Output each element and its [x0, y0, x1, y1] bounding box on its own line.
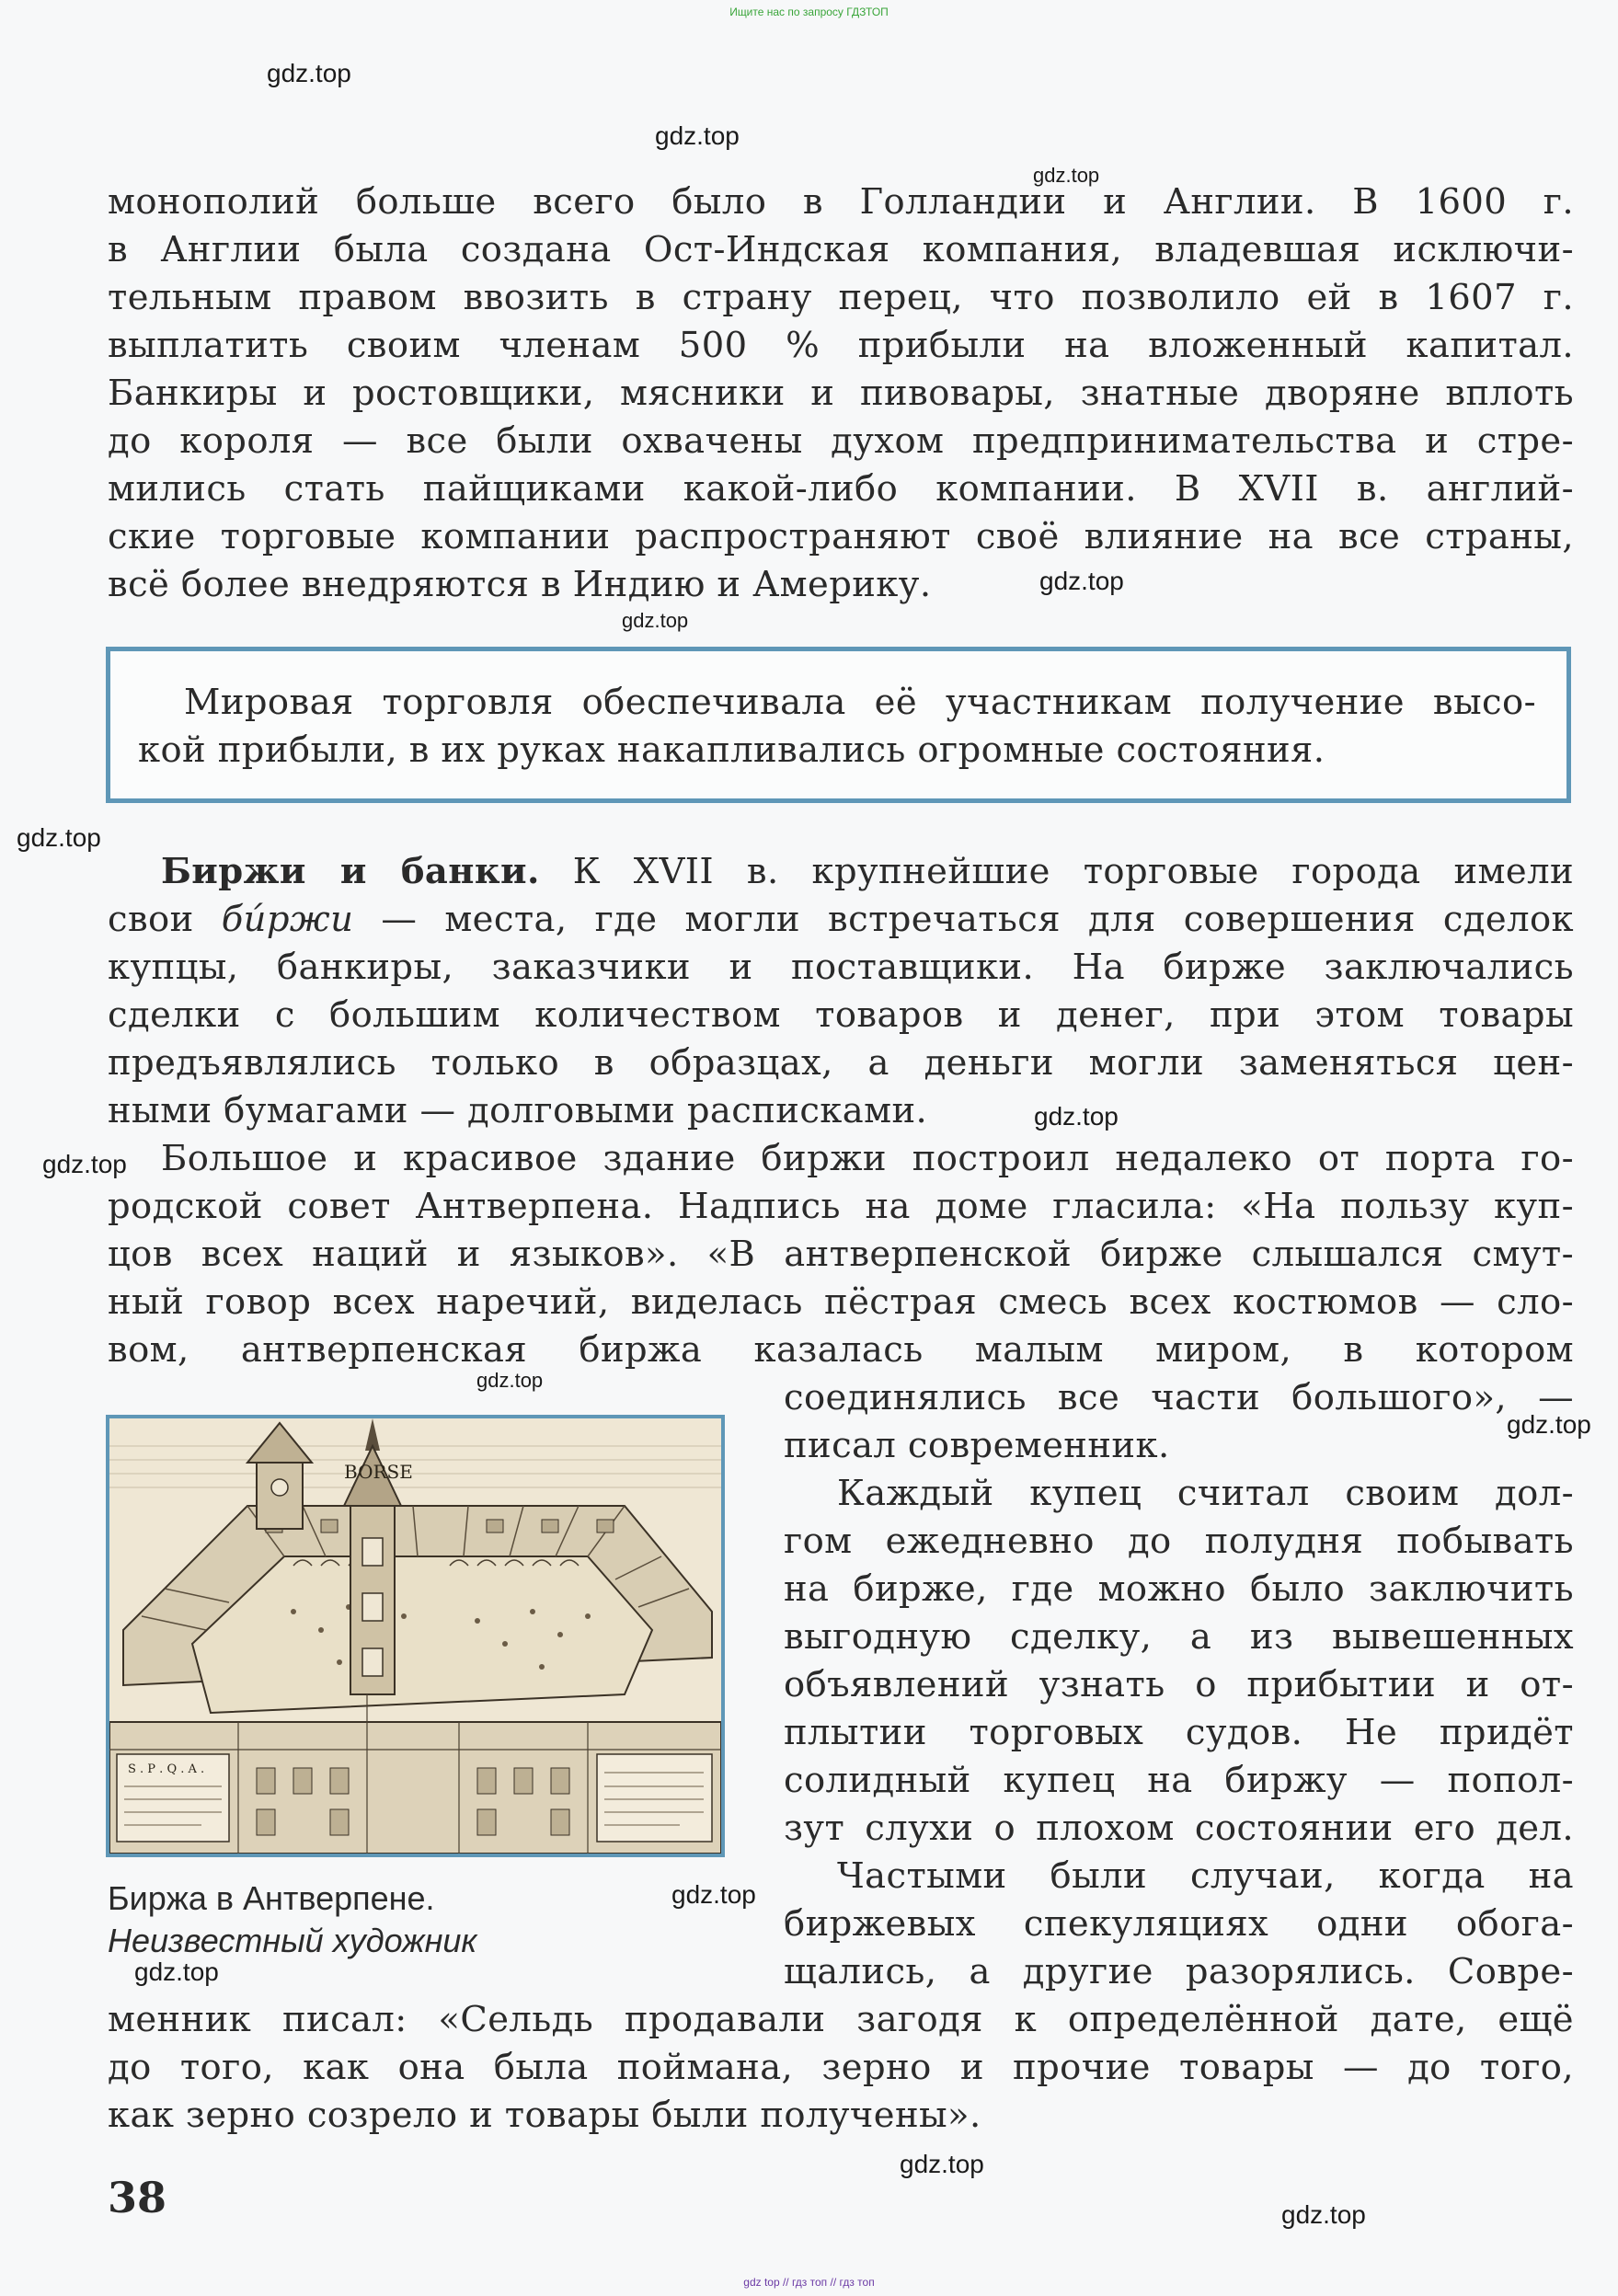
summary-line: кой прибыли, в их руках накапливались огромные состояния. [138, 729, 1325, 771]
text-line: ские торговые компании распространяют своё влияние на все страны, [108, 516, 1574, 557]
text-line: Частыми были случаи, когда на [837, 1855, 1574, 1897]
text-line: объявлений узнать о прибытии и от- [784, 1664, 1574, 1705]
summary-line: Мировая торговля обеспечивала её участникам получение высо- [184, 682, 1536, 723]
watermark: gdz.top [1507, 1410, 1591, 1439]
text-line: выплатить своим членам 500 % прибыли на вложенный капитал. [108, 325, 1574, 366]
section-heading: Биржи и банки. [161, 851, 540, 892]
text-line: ными бумагами — долговыми расписками. [108, 1090, 928, 1131]
text-line: сделки с большим количеством товаров и денег, при этом товары [108, 994, 1574, 1036]
watermark: gdz.top [671, 1880, 756, 1909]
text-line: в Англии была создана Ост-Индская компания, владевшая исключи- [108, 229, 1574, 270]
text-line: зут слухи о плохом состоянии его дел. [784, 1808, 1574, 1849]
text-line: до короля — все были охвачены духом предпринимательства и стре- [108, 420, 1574, 462]
watermark: gdz.top [1281, 2200, 1366, 2229]
illustration-caption-author: Неизвестный художник [108, 1922, 477, 1959]
watermark: gdz.top [17, 823, 101, 852]
header-note: Ищите нас по запросу ГДЗТОП [729, 6, 889, 18]
watermark: gdz.top [655, 121, 740, 150]
borse-sign: BORSE [344, 1461, 413, 1483]
text-line: ный говор всех наречий, виделась пёстрая смесь всех костюмов — сло- [108, 1281, 1574, 1323]
text-line: писал современник. [784, 1425, 1170, 1466]
text-line: вом, антверпенская биржа казалась малым миром, в котором [108, 1329, 1574, 1371]
watermark: gdz.top [1033, 164, 1100, 187]
illustration-caption-title: Биржа в Антверпене. [108, 1879, 435, 1917]
section-first-line [161, 848, 1574, 896]
term-birzhi: би́ржи [221, 899, 354, 940]
text-line: менник писал: «Сельдь продавали загодя к определённой дате, ещё [108, 1999, 1574, 2040]
text-line: на бирже, где можно было заключить [784, 1568, 1574, 1610]
text-line: Большое и красивое здание биржи построил недалеко от порта го- [161, 1138, 1574, 1179]
text-line: до того, как она была поймана, зерно и прочие товары — до того, [108, 2047, 1574, 2088]
watermark: gdz.top [1034, 1102, 1119, 1131]
watermark: gdz.top [134, 1957, 219, 1986]
text-line [108, 896, 1574, 944]
antwerp-exchange-illustration [106, 1415, 725, 1857]
text-line: Банкиры и ростовщики, мясники и пивовары, знатные дворяне вплоть [108, 373, 1574, 414]
watermark: gdz.top [267, 59, 351, 87]
text-line: монополий больше всего было в Голландии и Англии. В 1600 г. [108, 181, 1574, 223]
text-line: солидный купец на биржу — попол- [784, 1760, 1574, 1801]
summary-box [106, 647, 1571, 803]
text-line: родской совет Антверпена. Надпись на доме гласила: «На пользу куп- [108, 1186, 1574, 1227]
text-line: мились стать пайщиками какой-либо компании. В XVII в. англий- [108, 468, 1574, 510]
text-line: всё более внедряются в Индию и Америку. [108, 564, 932, 605]
watermark: gdz.top [476, 1369, 544, 1392]
plaque-left-text: S . P . Q . A . [128, 1762, 205, 1776]
page-number: 38 [108, 2173, 167, 2222]
text-line: соединялись все части большого», — [784, 1377, 1574, 1418]
text-line: гом ежедневно до полудня побывать [784, 1521, 1574, 1562]
exchange-engraving [109, 1418, 721, 1854]
watermark: gdz.top [622, 609, 689, 632]
text-line: биржевых спекуляциях одни обога- [784, 1903, 1574, 1945]
text-line: щались, а другие разорялись. Совре- [784, 1951, 1574, 1992]
text-line: тельным правом ввозить в страну перец, что позволило ей в 1607 г. [108, 277, 1574, 318]
text-line: купцы, банкиры, заказчики и поставщики. На бирже заключались [108, 947, 1574, 988]
text-span: К XVII в. крупнейшие торговые города имели [572, 851, 1575, 892]
text-line: как зерно созрело и товары были получены». [108, 2095, 981, 2136]
text-line: цов всех наций и языков». «В антверпенской бирже слышался смут- [108, 1234, 1574, 1275]
watermark: gdz.top [1039, 567, 1124, 595]
footer-note: gdz top // гдз топ // гдз топ [743, 2276, 875, 2289]
watermark: gdz.top [42, 1150, 127, 1178]
text-span: — места, где могли встречаться для совершения сделок [353, 899, 1574, 940]
text-line: предъявлялись только в образцах, а деньги могли заменяться цен- [108, 1042, 1574, 1084]
text-line: Каждый купец считал своим дол- [837, 1473, 1574, 1514]
text-line: плытии торговых судов. Не придёт [784, 1712, 1574, 1753]
watermark: gdz.top [900, 2150, 984, 2178]
text-span: свои [108, 899, 222, 940]
text-line: выгодную сделку, а из вывешенных [784, 1616, 1574, 1658]
